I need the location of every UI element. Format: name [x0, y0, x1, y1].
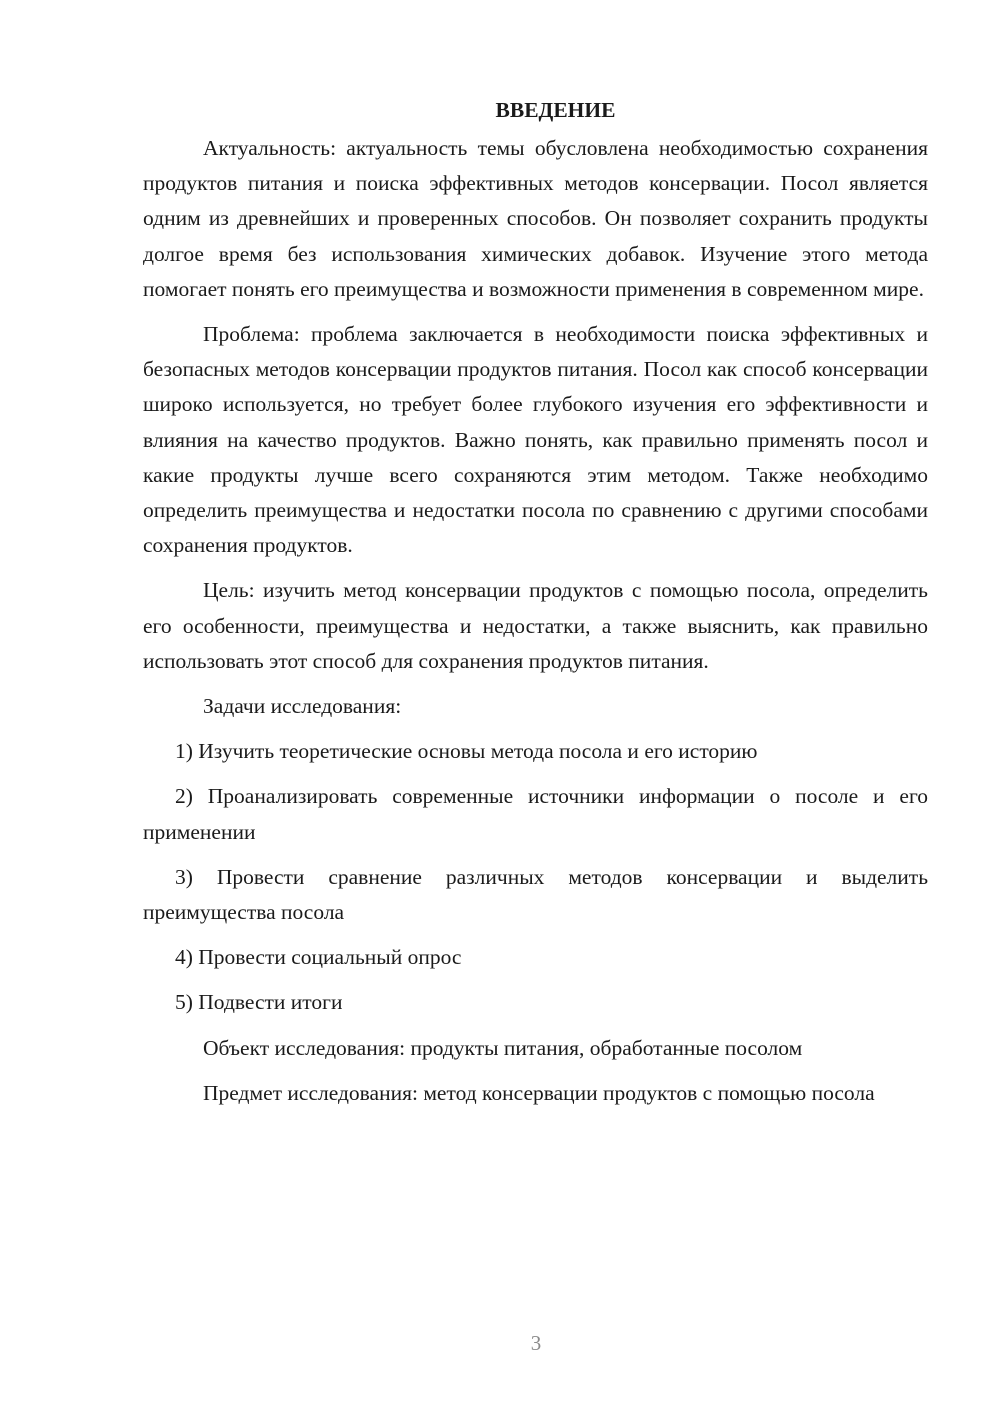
- task-item-1: 1) Изучить теоретические основы метода посола и его историю: [175, 739, 758, 764]
- relevance-paragraph: Актуальность: актуальность темы обусловлена необходимостью сохранения продуктов питания и поиска эффективных методов консервации. Посол является одним из древнейших и проверенных способов. Он позволяет сохранить продукты долгое время без использования химических добавок. Изучение этого метода помогает понять его преимущества и возможности применения в современном мире.: [143, 136, 928, 301]
- tasks-title: Задачи исследования:: [203, 694, 402, 719]
- task-item-2: 2) Проанализировать современные источники информации о посоле и его применении: [143, 784, 928, 844]
- task-item-5: 5) Подвести итоги: [175, 990, 343, 1015]
- subject-paragraph: Предмет исследования: метод консервации продуктов с помощью посола: [203, 1080, 875, 1105]
- page-number: 3: [530, 1331, 542, 1355]
- goal-paragraph: Цель: изучить метод консервации продуктов с помощью посола, определить его особенности, преимущества и недостатки, а также выяснить, как правильно использовать этот способ для сохранения продуктов питания.: [143, 578, 928, 673]
- problem-paragraph: Проблема: проблема заключается в необходимости поиска эффективных и безопасных методов консервации продуктов питания. Посол как способ консервации широко используется, но требует более глубокого изучения его эффективности и влияния на качество продуктов. Важно понять, как правильно применять посол и какие продукты лучше всего сохраняются этим методом. Также необходимо определить преимущества и недостатки посола по сравнению с другими способами сохранения продуктов.: [143, 322, 928, 558]
- document-page: [143, 92, 928, 1121]
- section-heading: ВВЕДЕНИЕ: [495, 98, 616, 122]
- task-item-4: 4) Провести социальный опрос: [175, 945, 462, 970]
- object-paragraph: Объект исследования: продукты питания, обработанные посолом: [203, 1035, 803, 1060]
- task-item-3: 3) Провести сравнение различных методов консервации и выделить преимущества посола: [143, 864, 928, 925]
